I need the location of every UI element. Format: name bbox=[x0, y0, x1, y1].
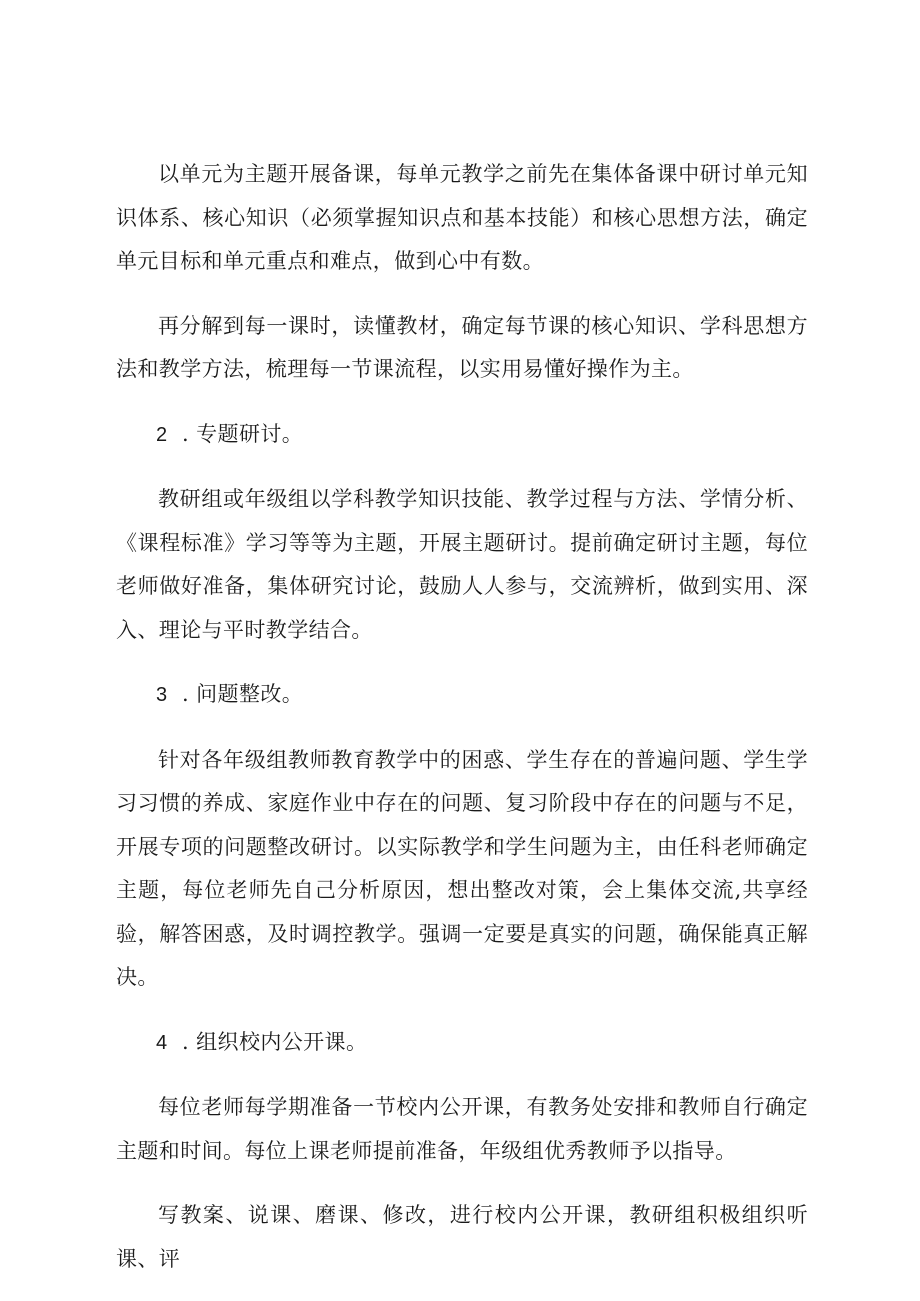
paragraph: 再分解到每一课时，读懂教材，确定每节课的核心知识、学科思想方法和教学方法，梳理每一节课流程，以实用易懂好操作为主。 bbox=[116, 313, 808, 381]
document-body bbox=[116, 153, 808, 1281]
paragraph: 针对各年级组教师教育教学中的困惑、学生存在的普遍问题、学生学习习惯的养成、家庭作业中存在的问题、复习阶段中存在的问题与不足，开展专项的问题整改研讨。以实际教学和学生问题为主，由任科老师确定主题，每位老师先自己分析原因，想出整改对策，会上集体交流,共享经验，解答困惑，及时调控教学。强调一定要是真实的问题，确保能真正解决。 bbox=[116, 747, 808, 989]
paragraph: 教研组或年级组以学科教学知识技能、教学过程与方法、学情分析、《课程标准》学习等等为主题，开展主题研讨。提前确定研讨主题，每位老师做好准备，集体研究讨论，鼓励人人参与，交流辨析，做到实用、深入、理论与平时教学结合。 bbox=[116, 487, 808, 642]
paragraph: 每位老师每学期准备一节校内公开课，有教务处安排和教师自行确定主题和时间。每位上课老师提前准备，年级组优秀教师予以指导。 bbox=[116, 1095, 808, 1163]
section-title: . 问题整改。 bbox=[182, 682, 304, 706]
section-heading bbox=[116, 673, 808, 718]
section-heading bbox=[116, 1021, 808, 1066]
section-number: 2 bbox=[156, 423, 168, 446]
paragraph: 以单元为主题开展备课，每单元教学之前先在集体备课中研讨单元知识体系、核心知识（必须掌握知识点和基本技能）和核心思想方法，确定单元目标和单元重点和难点，做到心中有数。 bbox=[116, 162, 808, 273]
paragraph: 写教案、说课、磨课、修改，进行校内公开课，教研组积极组织听课、评 bbox=[116, 1203, 808, 1271]
section-number: 4 bbox=[156, 1031, 168, 1054]
section-number: 3 bbox=[156, 684, 168, 706]
section-heading bbox=[116, 413, 808, 458]
section-title: . 组织校内公开课。 bbox=[182, 1029, 368, 1054]
section-title: . 专题研讨。 bbox=[182, 421, 304, 446]
